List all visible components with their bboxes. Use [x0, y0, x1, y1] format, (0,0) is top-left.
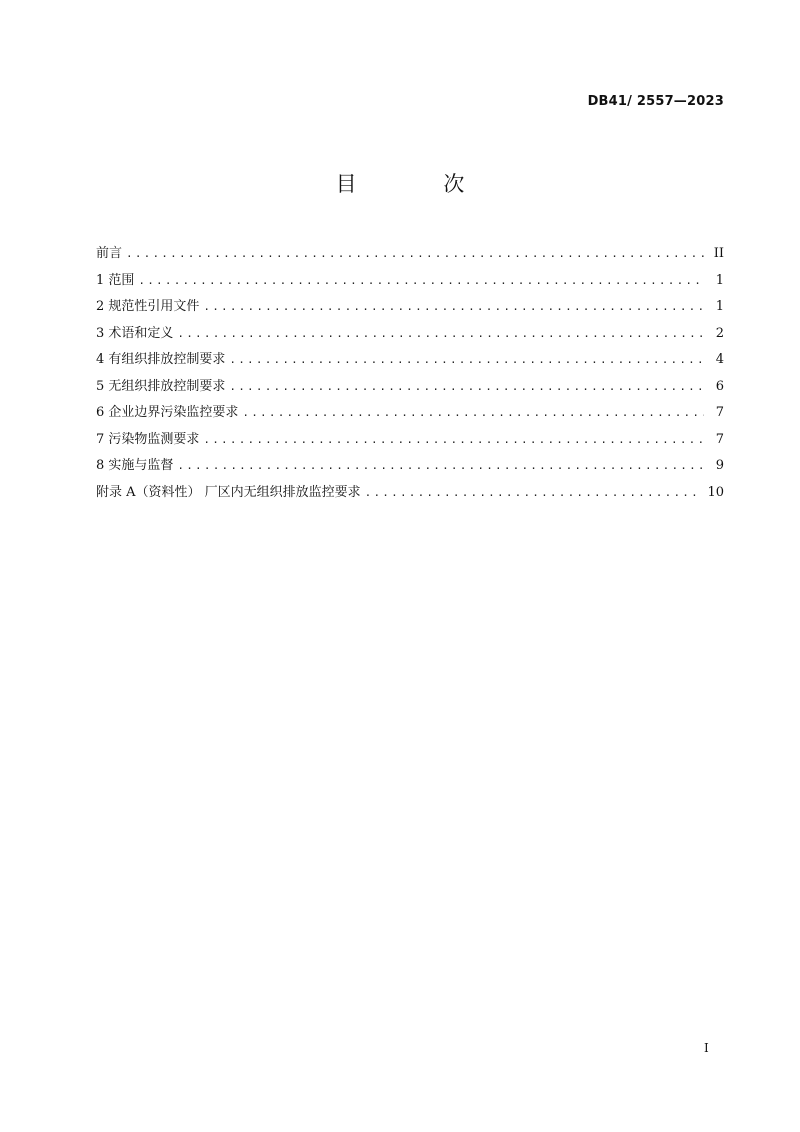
toc-dot-leader: [203, 433, 704, 446]
toc-entry-label: 2 规范性引用文件: [96, 299, 200, 314]
toc-dot-leader: [177, 459, 704, 472]
toc-entry-label: 5 无组织排放控制要求: [96, 378, 226, 394]
toc-entry-page: II: [713, 246, 724, 261]
toc-entry-label: 8 实施与监督: [96, 458, 174, 473]
document-code: DB41/ 2557—2023: [587, 94, 724, 109]
toc-dot-leader: [229, 380, 704, 393]
toc-dot-leader: [365, 486, 702, 499]
toc-entry-label: 附录 A（资料性） 厂区内无组织排放监控要求: [96, 484, 361, 500]
toc-entry-label: 3 术语和定义: [96, 325, 174, 341]
page-number: I: [704, 1041, 709, 1055]
toc-entry-scope[interactable]: [96, 269, 724, 296]
toc-entry-foreword[interactable]: [96, 242, 724, 269]
toc-entry-label: 6 企业边界污染监控要求: [96, 405, 239, 420]
toc-entry-page: 1: [715, 272, 724, 288]
toc-entry-normative-references[interactable]: [96, 295, 724, 322]
toc-dot-leader: [242, 406, 704, 419]
toc-entry-fugitive-emission[interactable]: [96, 375, 724, 402]
toc-entry-label: 7 污染物监测要求: [96, 431, 200, 447]
toc-entry-page: 6: [715, 378, 724, 394]
toc-dot-leader: [229, 353, 704, 366]
toc-entry-page: 4: [715, 352, 724, 367]
toc-entry-boundary-monitoring[interactable]: [96, 401, 724, 428]
toc-entry-label: 前言: [96, 246, 123, 261]
toc-dot-leader: [177, 327, 704, 340]
toc-entry-page: 1: [715, 299, 724, 314]
toc-entry-terms-definitions[interactable]: [96, 322, 724, 349]
toc-entry-page: 9: [715, 458, 724, 473]
toc-entry-page: 7: [715, 405, 724, 420]
toc-dot-leader: [138, 274, 704, 287]
toc-dot-leader: [126, 247, 704, 260]
toc-entry-pollutant-monitoring[interactable]: [96, 428, 724, 455]
toc-entry-organized-emission[interactable]: [96, 348, 724, 375]
toc-entry-appendix-a[interactable]: [96, 481, 724, 508]
toc-entry-page: 2: [715, 325, 724, 341]
toc-title: 目 次: [335, 172, 505, 196]
toc-entry-page: 7: [715, 431, 724, 447]
toc-dot-leader: [203, 300, 704, 313]
toc-entry-page: 10: [707, 484, 724, 500]
table-of-contents: [96, 242, 724, 507]
toc-entry-label: 1 范围: [96, 272, 135, 288]
toc-entry-label: 4 有组织排放控制要求: [96, 352, 226, 367]
toc-entry-implementation[interactable]: [96, 454, 724, 481]
